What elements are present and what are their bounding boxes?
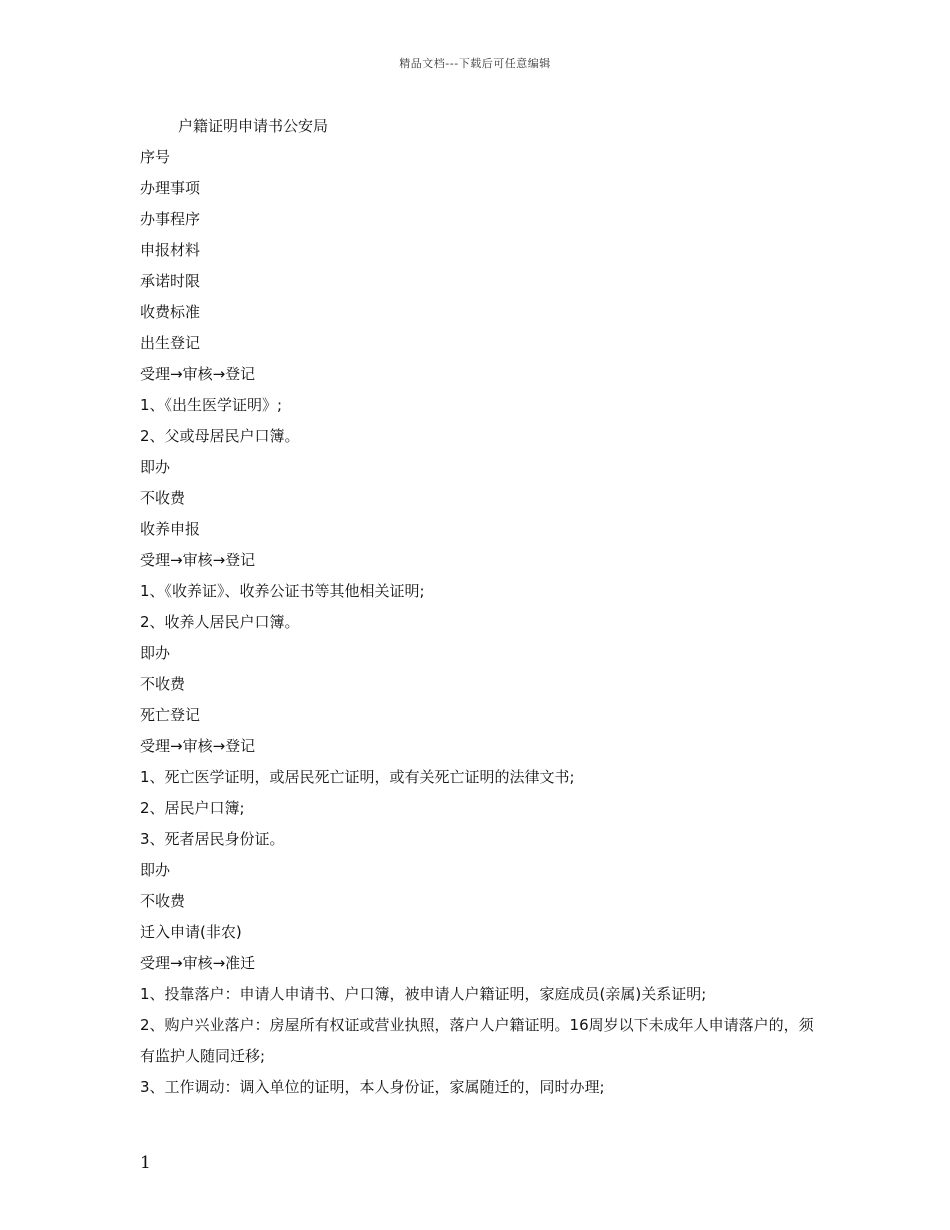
text-line: 1、投靠落户：申请人申请书、户口簿，被申请人户籍证明，家庭成员(亲属)关系证明; bbox=[140, 985, 707, 1003]
text-line: 2、居民户口簿; bbox=[140, 799, 245, 817]
text-line: 受理→审核→登记 bbox=[140, 551, 256, 569]
text-line: 即办 bbox=[140, 644, 171, 662]
text-line: 收养申报 bbox=[140, 520, 201, 538]
text-line: 迁入申请(非农) bbox=[140, 923, 242, 941]
text-line: 2、父或母居民户口簿。 bbox=[140, 427, 300, 445]
text-line: 办事程序 bbox=[140, 210, 201, 228]
text-line: 不收费 bbox=[140, 489, 186, 507]
document-body bbox=[140, 111, 820, 1103]
text-line: 1、死亡医学证明，或居民死亡证明，或有关死亡证明的法律文书; bbox=[140, 768, 575, 786]
text-line: 受理→审核→准迁 bbox=[140, 954, 256, 972]
text-line: 2、收养人居民户口簿。 bbox=[140, 613, 300, 631]
page-header: 精品文档---下载后可任意编辑 bbox=[399, 57, 551, 70]
text-line: 不收费 bbox=[140, 892, 186, 910]
text-line: 出生登记 bbox=[140, 334, 201, 352]
text-line: 2、购户兴业落户：房屋所有权证或营业执照，落户人户籍证明。16周岁以下未成年人申请落户的，须有监护人随同迁移; bbox=[140, 1016, 814, 1065]
text-line: 承诺时限 bbox=[140, 272, 201, 290]
text-line: 不收费 bbox=[140, 675, 186, 693]
text-line: 3、工作调动：调入单位的证明，本人身份证，家属随迁的，同时办理; bbox=[140, 1078, 605, 1096]
text-line: 受理→审核→登记 bbox=[140, 737, 256, 755]
text-line: 即办 bbox=[140, 861, 171, 879]
text-line: 序号 bbox=[140, 148, 171, 166]
text-line: 3、死者居民身份证。 bbox=[140, 830, 285, 848]
text-line: 死亡登记 bbox=[140, 706, 201, 724]
page-number: 1 bbox=[140, 1153, 151, 1173]
document-lines bbox=[140, 142, 820, 1103]
text-line: 办理事项 bbox=[140, 179, 201, 197]
text-line: 收费标准 bbox=[140, 303, 201, 321]
text-line: 申报材料 bbox=[140, 241, 201, 259]
text-line: 1、《出生医学证明》; bbox=[140, 396, 283, 414]
document-title: 户籍证明申请书公安局 bbox=[178, 117, 329, 135]
text-line: 即办 bbox=[140, 458, 171, 476]
text-line: 1、《收养证》、收养公证书等其他相关证明; bbox=[140, 582, 425, 600]
text-line: 受理→审核→登记 bbox=[140, 365, 256, 383]
